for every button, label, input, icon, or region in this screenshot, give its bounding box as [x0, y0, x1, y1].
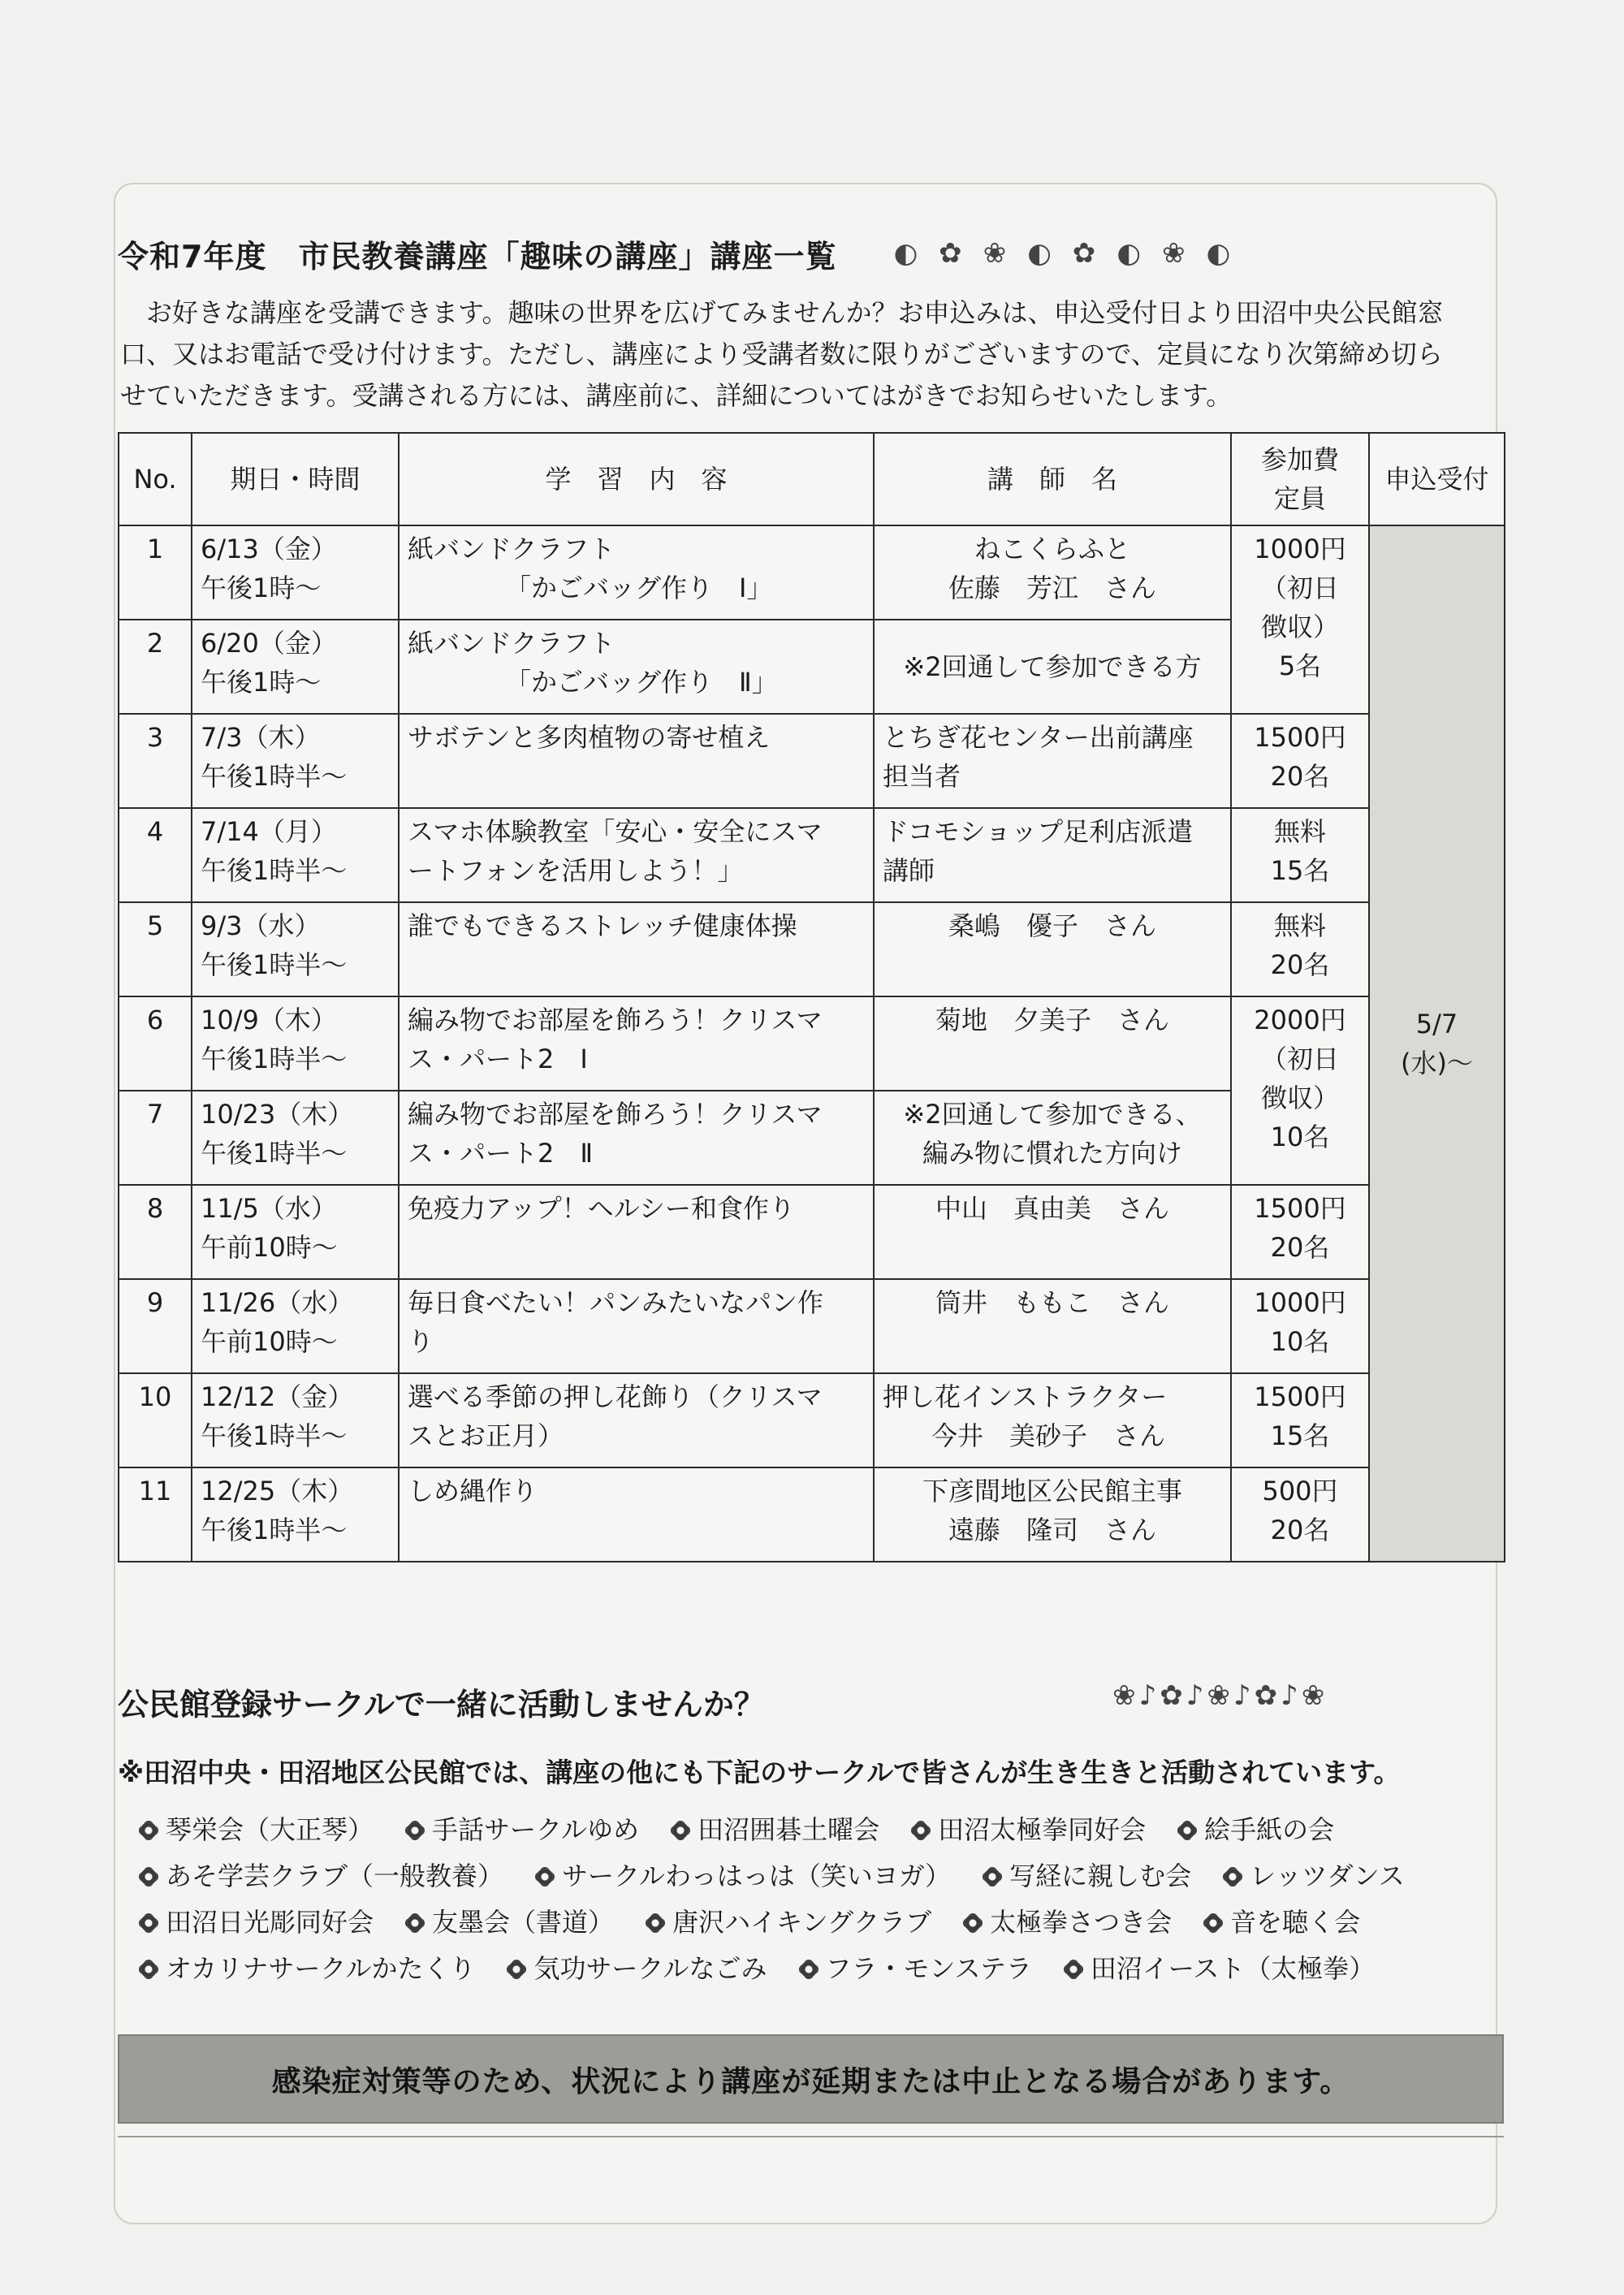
table-row: [119, 996, 1505, 1091]
fee-line: 1000円: [1254, 1287, 1346, 1318]
list-item: [138, 1853, 503, 1900]
fee-line: （初日: [1260, 573, 1339, 603]
row-time: 午後1時半〜: [201, 1138, 348, 1169]
row-datetime: [192, 1373, 399, 1467]
fee-label: 参加費: [1260, 444, 1339, 475]
tulip-icon: ❀: [1161, 237, 1186, 270]
row-content: [399, 1185, 874, 1279]
row-no: 11: [119, 1467, 192, 1562]
row-datetime: [192, 1185, 399, 1279]
circle-row: [138, 1946, 1502, 1992]
row-content: [399, 1467, 874, 1562]
row-teacher: [874, 620, 1231, 714]
circle-name: 田沼太極拳同好会: [938, 1814, 1147, 1845]
teacher-line: 下彦間地区公民館主事: [922, 1476, 1182, 1506]
row-time: 午前10時〜: [201, 1326, 338, 1357]
row-datetime: [192, 1467, 399, 1562]
notice-banner: [118, 2034, 1504, 2124]
fee-line: 2000円: [1254, 1005, 1346, 1035]
content-line: スとお正月）: [408, 1420, 564, 1451]
row-datetime: [192, 620, 399, 714]
table-row: [119, 1279, 1505, 1373]
circle-name: 琴栄会（大正琴）: [166, 1814, 374, 1845]
apply-cell: [1369, 525, 1505, 1562]
row-content: [399, 996, 874, 1091]
circle-name: 絵手紙の会: [1204, 1814, 1335, 1845]
circle-name: 気功サークルなごみ: [533, 1953, 767, 1984]
row-teacher: [874, 1279, 1231, 1373]
content-line: ートフォンを活用しよう！」: [408, 855, 744, 886]
tulip-icon: ❀♪: [1207, 1679, 1255, 1712]
flower-icon: [798, 1959, 819, 1980]
row-no: 10: [119, 1373, 192, 1467]
row-teacher: [874, 1467, 1231, 1562]
table-row: [119, 1467, 1505, 1562]
col-header-content: 学 習 内 容: [399, 433, 874, 525]
circle-name: 田沼イースト（太極拳）: [1090, 1953, 1376, 1984]
content-line: 紙バンドクラフト: [408, 534, 615, 564]
row-content: [399, 1373, 874, 1467]
row-teacher: [874, 1185, 1231, 1279]
row-no: 2: [119, 620, 192, 714]
row-no: 5: [119, 902, 192, 996]
circle-name: 太極拳さつき会: [990, 1907, 1173, 1938]
list-item: [138, 1807, 374, 1853]
content-line: サボテンと多肉植物の寄せ植え: [408, 722, 771, 753]
chick-icon: ◐: [1116, 237, 1141, 270]
content-line: 免疫力アップ！ヘルシー和食作り: [408, 1193, 795, 1224]
row-teacher: [874, 1373, 1231, 1467]
row-date: 7/14（月）: [201, 816, 337, 847]
row-content: [399, 714, 874, 808]
list-item: [1063, 1946, 1375, 1992]
row-date: 10/23（木）: [201, 1099, 354, 1130]
row-datetime: [192, 525, 399, 620]
circle-name: 田沼日光彫同好会: [166, 1907, 374, 1938]
row-datetime: [192, 996, 399, 1091]
flower-icon: ✿: [939, 237, 962, 270]
teacher-line: ※2回通して参加できる、: [903, 1099, 1202, 1130]
row-time: 午前10時〜: [201, 1232, 338, 1263]
table-header-row: [119, 433, 1505, 525]
row-fee: [1231, 525, 1369, 714]
row-content: [399, 620, 874, 714]
row-fee: [1231, 1185, 1369, 1279]
circle-name: 友墨会（書道）: [432, 1907, 615, 1938]
flower-icon: [534, 1866, 555, 1887]
flower-icon: [138, 1912, 159, 1934]
tulip-icon: ❀♪: [1112, 1679, 1160, 1712]
table-row: [119, 808, 1505, 902]
list-item: [534, 1853, 951, 1900]
fee-line: 20名: [1270, 949, 1330, 980]
circles-decoration: [1112, 1679, 1328, 1712]
row-content: [399, 808, 874, 902]
row-teacher: [874, 714, 1231, 808]
teacher-line: 講師: [883, 855, 935, 886]
list-item: [962, 1900, 1172, 1946]
row-time: 午後1時半〜: [201, 855, 348, 886]
teacher-line: 押し花インストラクター: [883, 1381, 1168, 1412]
fee-line: 1500円: [1254, 1193, 1346, 1224]
row-date: 9/3（水）: [201, 910, 321, 941]
row-content: [399, 1279, 874, 1373]
flower-icon: [1063, 1959, 1084, 1980]
fee-line: 徴収）: [1260, 612, 1339, 642]
content-line: り: [408, 1326, 434, 1357]
row-teacher: [874, 1091, 1231, 1185]
fee-line: 無料: [1273, 816, 1326, 847]
row-date: 11/26（水）: [201, 1287, 354, 1318]
flower-icon: ✿♪: [1254, 1679, 1302, 1712]
circle-name: 写経に親しむ会: [1009, 1861, 1192, 1891]
table-row: [119, 525, 1505, 620]
flower-icon: [1203, 1912, 1224, 1934]
circle-name: 音を聴く会: [1230, 1907, 1361, 1938]
fee-line: 500円: [1262, 1476, 1338, 1506]
row-date: 12/25（木）: [201, 1476, 354, 1506]
col-header-fee: [1231, 433, 1369, 525]
row-time: 午後1時半〜: [201, 1044, 348, 1074]
flower-icon: [404, 1912, 425, 1934]
row-no: 1: [119, 525, 192, 620]
row-content: [399, 525, 874, 620]
col-header-teacher: 講 師 名: [874, 433, 1231, 525]
circle-row: [138, 1853, 1502, 1900]
teacher-line: 中山 真由美 さん: [935, 1193, 1169, 1224]
row-time: 午後1時〜: [201, 667, 322, 698]
flower-icon: ✿: [1072, 237, 1096, 270]
row-no: 3: [119, 714, 192, 808]
flower-icon: [404, 1820, 425, 1841]
table-row: [119, 1373, 1505, 1467]
list-item: [798, 1946, 1032, 1992]
row-date: 6/20（金）: [201, 628, 337, 659]
content-line: 紙バンドクラフト: [408, 628, 615, 659]
fee-line: 20名: [1270, 1232, 1330, 1263]
chick-icon: ◐: [1027, 237, 1052, 270]
circle-name: オカリナサークルかたくり: [166, 1953, 476, 1984]
col-header-no: No.: [119, 433, 192, 525]
apply-date: 5/7: [1415, 1009, 1458, 1039]
row-fee: [1231, 808, 1369, 902]
intro-line: 口、又はお電話で受け付けます。ただし、講座により受講者数に限りがございますので、定員になり次第締め切ら: [120, 339, 1443, 370]
notice-text: 感染症対策等のため、状況により講座が延期または中止となる場合があります。: [271, 2064, 1350, 2098]
circle-name: サークルわっはっは（笑いヨガ）: [562, 1861, 952, 1891]
circle-list: [138, 1807, 1502, 1992]
col-header-datetime: 期日・時間: [192, 433, 399, 525]
content-line: 選べる季節の押し花飾り（クリスマ: [408, 1381, 823, 1412]
teacher-line: 遠藤 隆司 さん: [948, 1515, 1156, 1545]
row-no: 9: [119, 1279, 192, 1373]
flower-icon: [506, 1959, 527, 1980]
flower-icon: [1177, 1820, 1198, 1841]
fee-line: 徴収）: [1260, 1083, 1339, 1113]
row-time: 午後1時半〜: [201, 761, 348, 792]
content-line: スマホ体験教室「安心・安全にスマ: [408, 816, 823, 847]
teacher-line: 佐藤 芳江 さん: [948, 573, 1156, 603]
teacher-line: 菊地 夕美子 さん: [935, 1005, 1169, 1035]
teacher-line: 担当者: [883, 761, 961, 792]
content-line: 「かごバッグ作り Ⅰ」: [505, 573, 773, 603]
circle-name: 田沼囲碁土曜会: [698, 1814, 880, 1845]
row-date: 10/9（木）: [201, 1005, 337, 1035]
row-fee: [1231, 996, 1369, 1185]
flower-icon: [138, 1820, 159, 1841]
fee-line: 1500円: [1254, 1381, 1346, 1412]
header: [118, 229, 1498, 278]
intro-line: お好きな講座を受講できます。趣味の世界を広げてみませんか？お申込みは、申込受付日より田沼中央公民館窓: [146, 297, 1444, 328]
content-line: 編み物でお部屋を飾ろう！クリスマ: [408, 1005, 823, 1035]
row-teacher: [874, 808, 1231, 902]
row-no: 8: [119, 1185, 192, 1279]
header-decoration: [893, 237, 1230, 270]
row-fee: [1231, 902, 1369, 996]
teacher-line: ドコモショップ足利店派遣: [883, 816, 1194, 847]
flower-icon: [138, 1866, 159, 1887]
row-datetime: [192, 1279, 399, 1373]
circles-heading: 公民館登録サークルで一緒に活動しませんか？: [118, 1687, 765, 1722]
row-fee: [1231, 1373, 1369, 1467]
teacher-line: 桑嶋 優子 さん: [948, 910, 1156, 941]
row-date: 7/3（木）: [201, 722, 321, 753]
flower-icon: [982, 1866, 1003, 1887]
fee-line: 1500円: [1254, 722, 1346, 753]
divider: [118, 2136, 1504, 2137]
teacher-line: とちぎ花センター出前講座: [883, 722, 1194, 753]
teacher-line: 筒井 ももこ さん: [935, 1287, 1169, 1318]
flower-icon: [645, 1912, 666, 1934]
list-item: [138, 1900, 374, 1946]
row-date: 6/13（金）: [201, 534, 337, 564]
row-date: 12/12（金）: [201, 1381, 354, 1412]
circle-name: フラ・モンステラ: [825, 1953, 1032, 1984]
row-fee: [1231, 1279, 1369, 1373]
row-time: 午後1時半〜: [201, 949, 348, 980]
list-item: [404, 1807, 639, 1853]
row-datetime: [192, 902, 399, 996]
list-item: [506, 1946, 767, 1992]
content-line: しめ縄作り: [408, 1476, 538, 1506]
row-time: 午後1時半〜: [201, 1420, 348, 1451]
row-content: [399, 902, 874, 996]
row-time: 午後1時〜: [201, 573, 322, 603]
list-item: [404, 1900, 614, 1946]
content-line: 誰でもできるストレッチ健康体操: [408, 910, 797, 941]
fee-line: 20名: [1270, 761, 1330, 792]
teacher-line: 編み物に慣れた方向け: [922, 1138, 1182, 1169]
flower-icon: [1222, 1866, 1243, 1887]
row-date: 11/5（水）: [201, 1193, 337, 1224]
tulip-icon: ❀: [983, 237, 1007, 270]
fee-line: 15名: [1270, 855, 1330, 886]
content-line: 編み物でお部屋を飾ろう！クリスマ: [408, 1099, 823, 1130]
fee-line: 5名: [1278, 650, 1322, 681]
row-teacher: [874, 525, 1231, 620]
chick-icon: ◐: [893, 237, 918, 270]
flower-icon: [670, 1820, 691, 1841]
intro-text: [120, 292, 1517, 417]
list-item: [910, 1807, 1146, 1853]
col-header-apply: 申込受付: [1369, 433, 1505, 525]
teacher-line: ※2回通して参加できる方: [903, 651, 1202, 682]
circle-name: レッツダンス: [1250, 1861, 1405, 1891]
circle-name: 手話サークルゆめ: [432, 1814, 640, 1845]
capacity-label: 定員: [1273, 483, 1326, 514]
row-no: 6: [119, 996, 192, 1091]
fee-line: 20名: [1270, 1515, 1330, 1545]
row-content: [399, 1091, 874, 1185]
fee-line: 10名: [1270, 1326, 1330, 1357]
fee-line: 15名: [1270, 1420, 1330, 1451]
page-title: 令和7年度 市民教養講座「趣味の講座」講座一覧: [118, 238, 837, 274]
list-item: [1203, 1900, 1360, 1946]
teacher-line: ねこくらふと: [974, 534, 1130, 564]
row-no: 7: [119, 1091, 192, 1185]
content-line: 「かごバッグ作り Ⅱ」: [505, 667, 778, 698]
fee-line: 1000円: [1254, 534, 1346, 564]
row-datetime: [192, 808, 399, 902]
row-no: 4: [119, 808, 192, 902]
row-fee: [1231, 714, 1369, 808]
row-datetime: [192, 1091, 399, 1185]
flower-icon: [138, 1959, 159, 1980]
content-line: 毎日食べたい！パンみたいなパン作: [408, 1287, 824, 1318]
chick-icon: ◐: [1206, 237, 1231, 270]
fee-line: 無料: [1273, 910, 1326, 941]
tulip-icon: ❀: [1301, 1679, 1328, 1712]
row-datetime: [192, 714, 399, 808]
list-item: [138, 1946, 475, 1992]
list-item: [670, 1807, 879, 1853]
list-item: [1177, 1807, 1334, 1853]
flower-icon: [962, 1912, 983, 1934]
circle-name: あそ学芸クラブ（一般教養）: [166, 1861, 504, 1891]
intro-line: せていただきます。受講される方には、講座前に、詳細についてはがきでお知らせいたします。: [120, 380, 1233, 411]
table-row: [119, 1185, 1505, 1279]
row-fee: [1231, 1467, 1369, 1562]
course-table: [118, 432, 1505, 1562]
table-row: [119, 714, 1505, 808]
list-item: [645, 1900, 931, 1946]
row-time: 午後1時半〜: [201, 1515, 348, 1545]
fee-line: （初日: [1260, 1044, 1339, 1074]
circle-name: 唐沢ハイキングクラブ: [672, 1907, 932, 1938]
table-row: [119, 902, 1505, 996]
apply-day: (水)〜: [1401, 1048, 1473, 1078]
fee-line: 10名: [1270, 1122, 1330, 1152]
row-teacher: [874, 902, 1231, 996]
circle-row: [138, 1900, 1502, 1946]
circle-row: [138, 1807, 1502, 1853]
content-line: ス・パート2 Ⅰ: [408, 1044, 588, 1074]
teacher-line: 今井 美砂子 さん: [931, 1420, 1166, 1451]
flower-icon: ✿♪: [1160, 1679, 1207, 1712]
list-item: [1222, 1853, 1405, 1900]
flower-icon: [910, 1820, 931, 1841]
circles-note: ※田沼中央・田沼地区公民館では、講座の他にも下記のサークルで皆さんが生き生きと活動されています。: [118, 1757, 1401, 1788]
content-line: ス・パート2 Ⅱ: [408, 1138, 594, 1169]
list-item: [982, 1853, 1191, 1900]
row-teacher: [874, 996, 1231, 1091]
